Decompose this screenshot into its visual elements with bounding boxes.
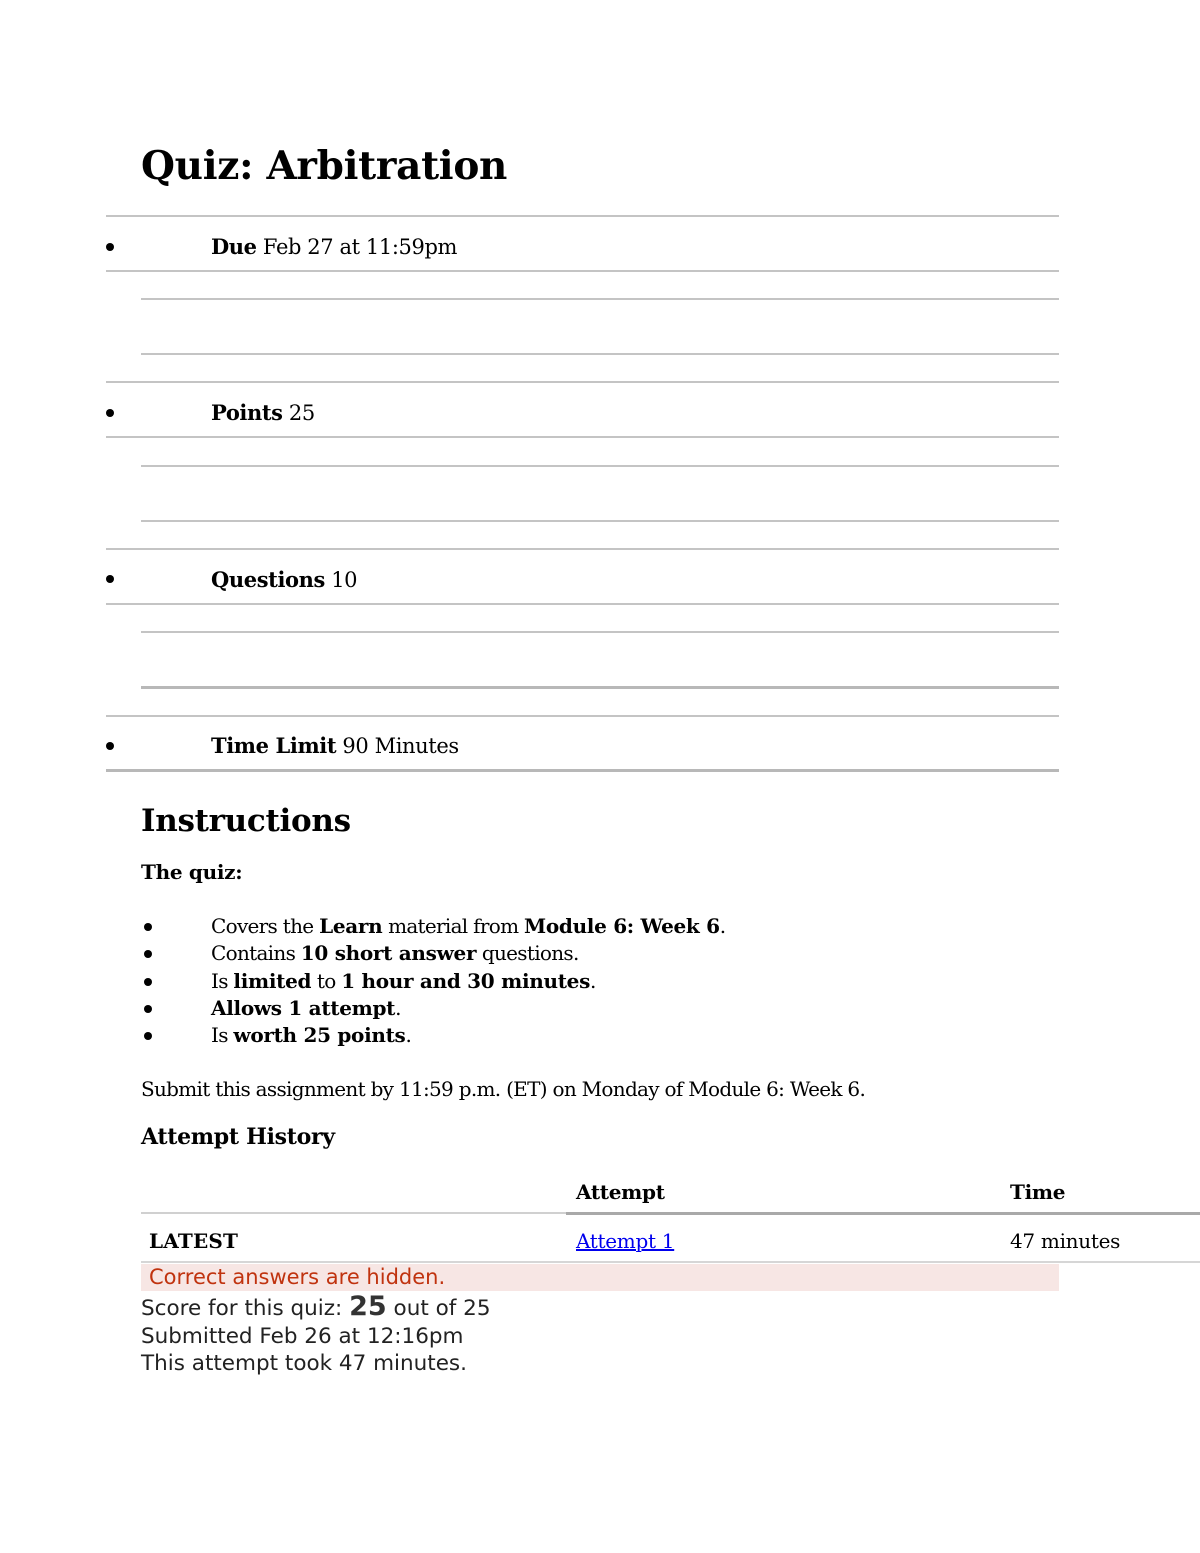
meta-time-limit-label: Time Limit — [211, 733, 337, 758]
column-header-attempt: Attempt — [576, 1180, 665, 1204]
meta-points — [211, 399, 315, 427]
attempt-link[interactable]: Attempt 1 — [576, 1229, 675, 1253]
list-item: Contains 10 short answer questions. — [141, 940, 1041, 967]
divider — [141, 631, 1059, 633]
bullet-icon — [144, 978, 152, 986]
column-header-time: Time — [1010, 1180, 1066, 1204]
instructions-heading: Instructions — [141, 803, 351, 839]
divider — [106, 603, 1059, 605]
score-block — [141, 1293, 491, 1378]
latest-badge: LATEST — [149, 1229, 239, 1253]
divider — [106, 381, 1059, 383]
bullet-icon — [144, 1005, 152, 1013]
bullet-icon — [144, 1032, 152, 1040]
bullet-icon — [144, 923, 152, 931]
submitted-line: Submitted Feb 26 at 12:16pm — [141, 1323, 464, 1349]
meta-questions — [211, 566, 357, 594]
score-value: 25 — [349, 1291, 387, 1322]
divider — [106, 270, 1059, 272]
hidden-answers-text: Correct answers are hidden. — [149, 1265, 446, 1289]
instructions-lead: The quiz: — [141, 860, 243, 884]
meta-due-value: Feb 27 at 11:59pm — [262, 235, 457, 259]
table-header-divider — [141, 1212, 566, 1214]
divider — [141, 520, 1059, 522]
attempt-time: 47 minutes — [1010, 1229, 1121, 1253]
attempt-history-heading: Attempt History — [141, 1124, 335, 1150]
list-item: Is worth 25 points. — [141, 1022, 1041, 1049]
meta-questions-label: Questions — [211, 567, 325, 592]
submit-note: Submit this assignment by 11:59 p.m. (ET) on Monday of Module 6: Week 6. — [141, 1077, 866, 1101]
hidden-answers-banner — [141, 1264, 1059, 1291]
divider — [141, 298, 1059, 300]
page-title: Quiz: Arbitration — [141, 143, 508, 189]
meta-points-value: 25 — [288, 401, 315, 425]
instructions-list — [141, 913, 1041, 1049]
divider — [141, 686, 1059, 689]
divider — [141, 465, 1059, 467]
divider — [106, 769, 1059, 772]
list-item: Allows 1 attempt. — [141, 995, 1041, 1022]
divider — [106, 215, 1059, 217]
bullet-icon — [106, 243, 114, 251]
divider — [141, 353, 1059, 355]
score-line: Score for this quiz: 25 out of 25 — [141, 1291, 491, 1322]
meta-questions-value: 10 — [331, 568, 358, 592]
bullet-icon — [106, 575, 114, 583]
attempt-link-cell[interactable] — [576, 1227, 674, 1255]
divider — [106, 548, 1059, 550]
meta-due — [211, 233, 457, 261]
divider — [106, 436, 1059, 438]
meta-points-label: Points — [211, 400, 283, 425]
bullet-icon — [144, 950, 152, 958]
meta-time-limit-value: 90 Minutes — [342, 734, 459, 758]
list-item: Covers the Learn material from Module 6: Week 6. — [141, 913, 1041, 940]
meta-time-limit — [211, 732, 459, 760]
bullet-icon — [106, 742, 114, 750]
duration-line: This attempt took 47 minutes. — [141, 1351, 467, 1376]
divider — [106, 715, 1059, 717]
table-header-divider — [566, 1212, 1200, 1215]
list-item: Is limited to 1 hour and 30 minutes. — [141, 968, 1041, 995]
bullet-icon — [106, 409, 114, 417]
meta-due-label: Due — [211, 234, 257, 259]
